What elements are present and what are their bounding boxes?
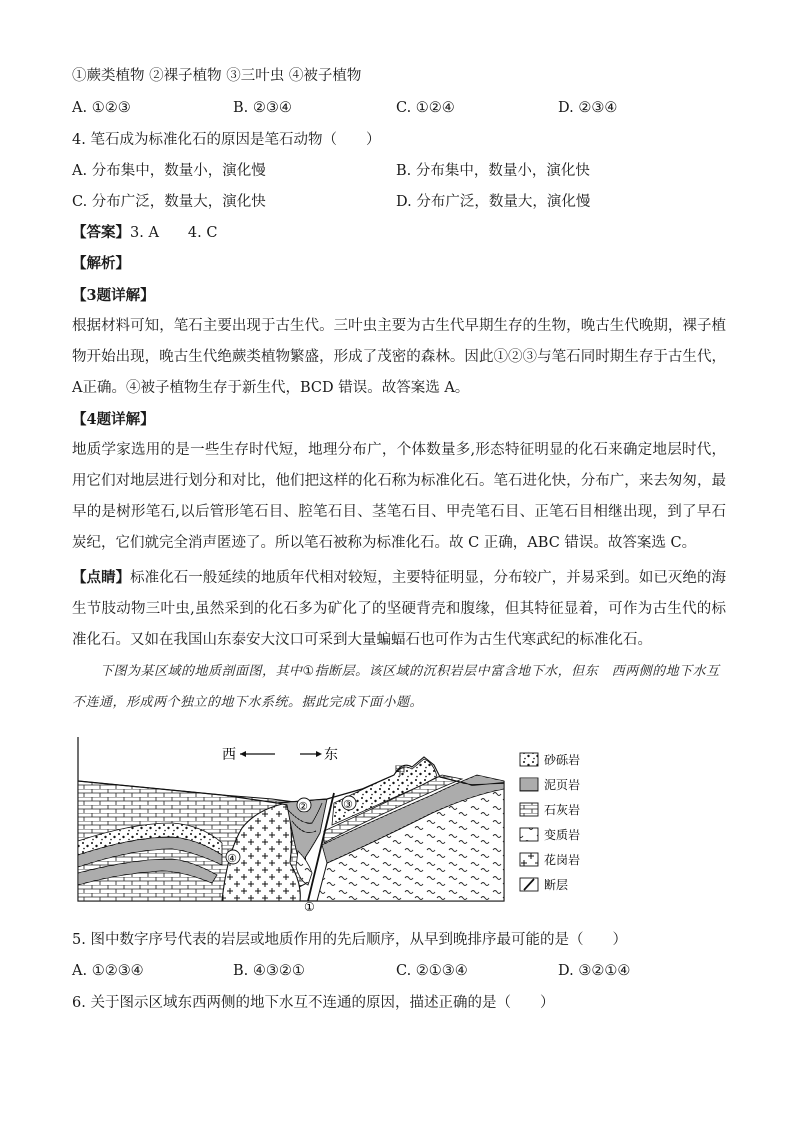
analysis-tag: 【解析】 [72, 255, 130, 272]
q4-option-d[interactable]: D. 分布广泛，数量大，演化慢 [396, 194, 591, 210]
answer-line [72, 222, 217, 244]
label-1: ① [304, 900, 315, 913]
legend-sandstone: 砂砾岩 [544, 753, 581, 767]
label-3: ③ [343, 798, 353, 811]
legend-granite: 花岗岩 [544, 853, 581, 867]
label-2: ② [298, 800, 308, 813]
detail3-tag: 【3题详解】 [72, 287, 155, 304]
detail4-tag: 【4题详解】 [72, 411, 155, 428]
legend [520, 752, 580, 892]
tip-tag: 【点睛】 [72, 569, 131, 586]
label-4: ④ [227, 852, 237, 865]
east-label: 东 [324, 747, 338, 763]
q3-option-a[interactable]: A. ①②③ [72, 100, 131, 116]
answer-text: 3. A 4. C [130, 225, 218, 241]
q5-option-a[interactable]: A. ①②③④ [72, 963, 144, 979]
q4-option-c[interactable]: C. 分布广泛，数量大，演化快 [72, 194, 266, 210]
q4-option-a[interactable]: A. 分布集中，数量小，演化慢 [72, 163, 266, 179]
legend-metamorphic: 变质岩 [544, 828, 581, 842]
q4-option-b[interactable]: B. 分布集中，数量小，演化快 [396, 163, 590, 179]
q3-option-d[interactable]: D. ②③④ [558, 100, 618, 116]
q3-items: ①蕨类植物 ②裸子植物 ③三叶虫 ④被子植物 [72, 68, 362, 84]
jia-label: 甲 [394, 764, 407, 778]
q5-option-c[interactable]: C. ②①③④ [396, 963, 468, 979]
legend-shale: 泥页岩 [544, 778, 581, 792]
q5-stem: 5. 图中数字序号代表的岩层或地质作用的先后顺序，从早到晚排序最可能的是（ ） [72, 932, 627, 948]
west-label: 西 [222, 747, 236, 763]
q4-stem: 4. 笔石成为标准化石的原因是笔石动物（ ） [72, 132, 381, 148]
geology-cross-section [72, 733, 642, 913]
tip-paragraph: 标准化石一般延续的地质年代相对较短，主要特征明显，分布较广，并易采到。如已灭绝的海生节肢动物三叶虫,虽然采到的化石多为矿化了的坚硬背壳和腹缘，但其特征显着，可作为古生代的标准化石。又如在我国山东泰安大汶口可采到大量蝙蝠石也可作为古生代寒武纪的标准化石。 [72, 570, 727, 648]
legend-fault: 断层 [544, 878, 569, 892]
q3-option-b[interactable]: B. ②③④ [233, 100, 292, 116]
tip-block [72, 562, 726, 656]
answer-tag: 【答案】 [72, 224, 130, 241]
q3-option-c[interactable]: C. ①②④ [396, 100, 455, 116]
detail4-paragraph: 地质学家选用的是一些生存时代短，地理分布广，个体数量多,形态特征明显的化石来确定地层时代，用它们对地层进行划分和对比，他们把这样的化石称为标准化石。笔石进化快，分布广，来去匆匆，最早的是树形笔石,以后管形笔石目、腔笔石目、茎笔石目、甲壳笔石目、正笔石目相继出现，到了早石炭纪，它们就完全消声匿迹了。所以笔石被称为标准化石。故 C 正确，ABC 错误。故答案选 C。 [72, 442, 726, 551]
figure-intro: 下图为某区域的地质剖面图，其中①指断层。该区域的沉积岩层中富含地下水，但东 西两侧的地下水互不连通，形成两个独立的地下水系统。据此完成下面小题。 [72, 664, 720, 710]
detail3-paragraph: 根据材料可知，笔石主要出现于古生代。三叶虫主要为古生代早期生存的生物，晚古生代晚期，裸子植物开始出现，晚古生代绝蕨类植物繁盛，形成了茂密的森林。因此①②③与笔石同时期生存于古生代，A正确。④被子植物生存于新生代，BCD 错误。故答案选 A。 [72, 318, 726, 396]
q5-option-b[interactable]: B. ④③②① [233, 963, 305, 979]
legend-limestone: 石灰岩 [544, 803, 581, 817]
q6-stem: 6. 关于图示区域东西两侧的地下水互不连通的原因，描述正确的是（ ） [72, 995, 555, 1011]
q5-option-d[interactable]: D. ③②①④ [558, 963, 631, 979]
